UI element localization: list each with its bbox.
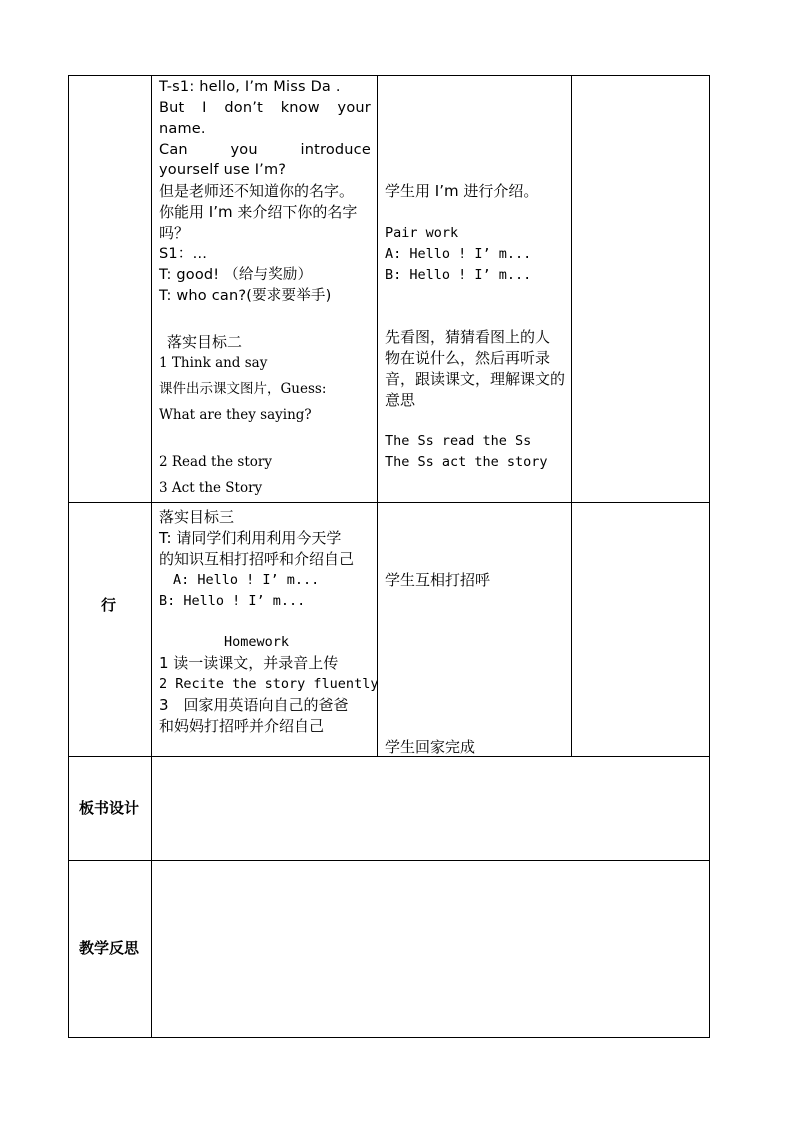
word: you [230,142,258,158]
teacher-line: yourself use I’m? [159,162,287,178]
homework-heading: Homework [224,634,290,650]
teacher-line: 3 回家用英语向自己的爸爸 [159,696,349,714]
student-line: The Ss read the Ss [385,433,532,449]
word: I [202,100,207,116]
student-line: 音，跟读课文，理解课文的 [385,370,566,388]
student-line: 物在说什么，然后再听录 [385,349,551,367]
word: don’t [224,100,263,116]
teacher-line: 1 Think and say [159,355,268,371]
word: introduce [300,142,371,158]
student-line: 先看图，猜猜看图上的人 [385,328,551,346]
table-top-border [68,75,710,76]
student-line: B: Hello ! I’ m... [385,267,532,283]
student-line: Pair work [385,225,459,241]
table-bottom-border [68,1037,710,1038]
goal-heading: 落实目标二 [167,333,243,351]
teacher-line: 吗？ [159,224,190,242]
teacher-line: T: good! （给与奖励） [159,267,313,283]
teacher-line: T-s1: hello, I’m Miss Da . [159,79,341,95]
col2-divider [377,75,378,757]
student-line: 意思 [385,391,416,409]
teacher-line: S1：… [159,246,208,262]
teacher-line: 的知识互相打招呼和介绍自己 [159,550,355,568]
teacher-line: What are they saying? [159,407,312,423]
teacher-line: A: Hello ! I’ m... [173,572,320,588]
teacher-line: 2 Recite the story fluently [159,676,379,692]
student-line: A: Hello ! I’ m... [385,246,532,262]
teacher-line: 但是老师还不知道你的名字。 [159,182,355,200]
student-line: The Ss act the story [385,454,548,470]
student-line: 学生用 I’m 进行介绍。 [385,182,539,200]
student-line: 学生回家完成 [385,738,476,756]
table-right-border [709,75,710,1038]
goal-heading: 落实目标三 [159,508,235,526]
teacher-line-justified [159,140,371,160]
board-design-content[interactable] [152,757,709,860]
word: your [337,100,371,116]
teacher-line: B: Hello ! I’ m... [159,593,306,609]
teacher-line: 3 Act the Story [159,480,263,496]
word: know [280,100,320,116]
teacher-line: 课件出示课文图片，Guess: [159,381,327,397]
teaching-reflection-content[interactable] [152,861,709,1037]
word: Can [159,142,188,158]
row1-bottom-border [68,502,710,503]
col3-divider [571,75,572,757]
teacher-line: 2 Read the story [159,454,272,470]
teacher-line: T: who can?(要求要举手) [159,288,332,304]
teacher-line: 和妈妈打招呼并介绍自己 [159,717,325,735]
word: But [159,100,185,116]
teaching-reflection-label: 教学反思 [79,939,140,957]
teacher-line: 1 读一读课文，并录音上传 [159,654,339,672]
teacher-line: 你能用 I’m 来介绍下你的名字 [159,203,358,221]
teacher-line-justified [159,98,371,118]
table-left-border [68,75,69,1038]
teacher-line: name. [159,121,206,137]
teacher-line: T: 请同学们利用利用今天学 [159,529,342,547]
row2-label: 行 [101,596,117,614]
board-design-label: 板书设计 [79,799,140,817]
student-line: 学生互相打招呼 [385,571,491,589]
